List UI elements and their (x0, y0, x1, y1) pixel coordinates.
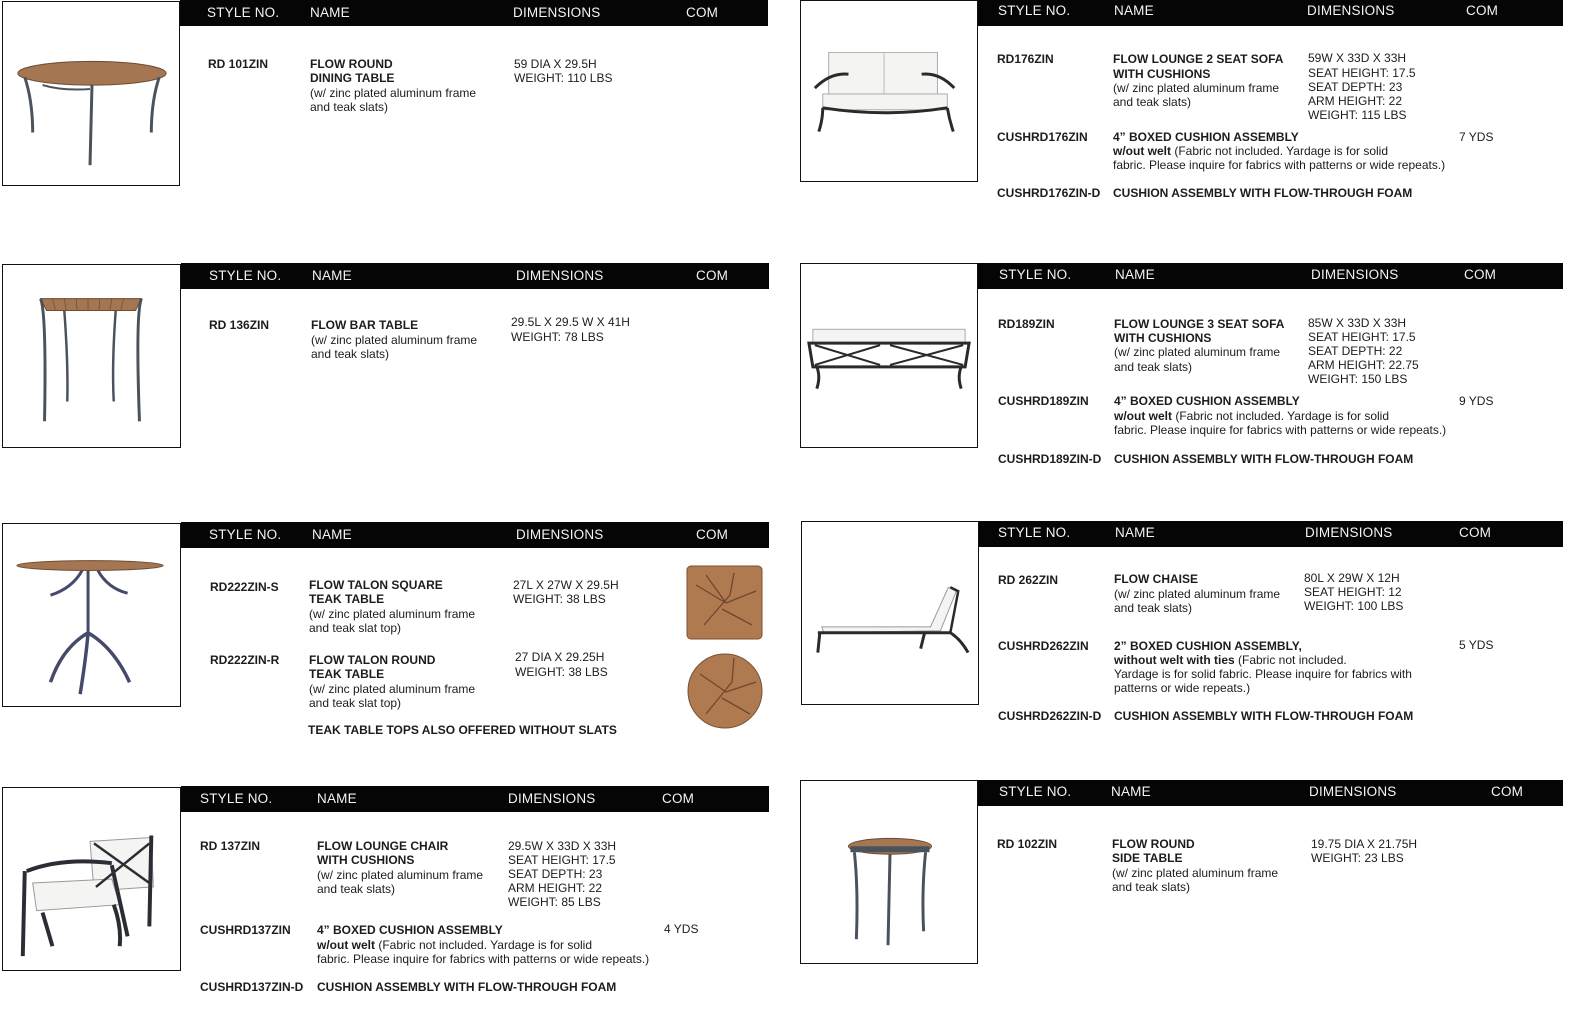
flow-through-name: CUSHION ASSEMBLY WITH FLOW-THROUGH FOAM (1114, 709, 1414, 723)
flow-style-number: CUSHRD137ZIN-D (200, 980, 304, 994)
col-style: STYLE NO. (200, 791, 273, 806)
table-header (181, 522, 769, 548)
col-style: STYLE NO. (998, 3, 1071, 18)
table-top-note: TEAK TABLE TOPS ALSO OFFERED WITHOUT SLATS (308, 723, 617, 737)
product-description: (w/ zinc plated aluminum frame (317, 868, 484, 882)
product-description: (w/ zinc plated aluminum frame (1113, 81, 1280, 95)
seat-height: SEAT HEIGHT: 17.5 (1308, 330, 1416, 344)
cushion-description: patterns or wide repeats.) (1114, 681, 1251, 695)
col-style: STYLE NO. (999, 784, 1072, 799)
col-com: COM (686, 5, 719, 20)
round-dining-table-image (2, 1, 180, 186)
col-com: COM (1459, 525, 1492, 540)
com-yardage: 5 YDS (1459, 638, 1494, 652)
product-name: WITH CUSHIONS (317, 853, 415, 867)
weight: WEIGHT: 23 LBS (1311, 851, 1404, 865)
product-description: and teak slats) (310, 100, 389, 114)
seat-height: SEAT HEIGHT: 12 (1304, 585, 1402, 599)
weight: WEIGHT: 38 LBS (513, 592, 606, 606)
cushion-note: (Fabric not included. Yardage is for solid (375, 938, 593, 952)
product-name: SIDE TABLE (1112, 851, 1183, 865)
product-description: (w/ zinc plated aluminum frame (1112, 866, 1279, 880)
chaise-image (801, 521, 979, 705)
flow-through-name: CUSHION ASSEMBLY WITH FLOW-THROUGH FOAM (1113, 186, 1413, 200)
table-header (181, 786, 769, 812)
com-yardage: 7 YDS (1459, 130, 1494, 144)
weight: WEIGHT: 38 LBS (515, 665, 608, 679)
product-description: and teak slats) (311, 347, 390, 361)
col-dimensions: DIMENSIONS (1305, 525, 1393, 540)
cushion-description: Yardage is for solid fabric. Please inquire for fabrics with (1114, 667, 1412, 681)
product-description: and teak slats) (1114, 360, 1193, 374)
col-name: NAME (1115, 267, 1155, 282)
table-header (978, 263, 1563, 289)
cushion-welt: w/out welt (317, 938, 375, 952)
cushion-description: fabric. Please inquire for fabrics with patterns or wide repeats.) (1114, 423, 1447, 437)
product-description: and teak slats) (317, 882, 396, 896)
talon-table-image (2, 523, 181, 707)
table-header (181, 263, 769, 289)
cushion-description (1114, 653, 1347, 667)
square-teak-top-swatch (686, 565, 763, 640)
weight: WEIGHT: 115 LBS (1308, 108, 1407, 122)
product-name: FLOW ROUND (310, 57, 393, 71)
arm-height: ARM HEIGHT: 22 (1308, 94, 1403, 108)
seat-height: SEAT HEIGHT: 17.5 (1308, 66, 1416, 80)
table-header (180, 0, 768, 26)
cushion-description (1113, 144, 1388, 158)
cushion-name: 4” BOXED CUSHION ASSEMBLY (317, 923, 503, 937)
col-style: STYLE NO. (209, 527, 282, 542)
product-description: (w/ zinc plated aluminum frame (1114, 345, 1281, 359)
product-description: and teak slats) (1112, 880, 1191, 894)
product-name: FLOW ROUND (1112, 837, 1195, 851)
cushion-note: (Fabric not included. Yardage is for solid (1171, 144, 1389, 158)
style-number: RD222ZIN-S (210, 580, 279, 594)
col-name: NAME (312, 268, 352, 283)
product-name: WITH CUSHIONS (1113, 67, 1211, 81)
table-header (978, 0, 1563, 26)
flow-through-name: CUSHION ASSEMBLY WITH FLOW-THROUGH FOAM (1114, 452, 1414, 466)
dimension: 19.75 DIA X 21.75H (1311, 837, 1418, 851)
col-style: STYLE NO. (209, 268, 282, 283)
cushion-description: fabric. Please inquire for fabrics with patterns or wide repeats.) (1113, 158, 1446, 172)
seat-depth: SEAT DEPTH: 22 (1308, 344, 1403, 358)
flow-style-number: CUSHRD262ZIN-D (998, 709, 1102, 723)
style-number: RD 137ZIN (200, 839, 261, 853)
flow-through-name: CUSHION ASSEMBLY WITH FLOW-THROUGH FOAM (317, 980, 617, 994)
col-dimensions: DIMENSIONS (1311, 267, 1399, 282)
seat-depth: SEAT DEPTH: 23 (1308, 80, 1403, 94)
style-number: RD 136ZIN (209, 318, 270, 332)
col-name: NAME (317, 791, 357, 806)
cushion-name: 4” BOXED CUSHION ASSEMBLY (1114, 394, 1300, 408)
two-seat-sofa-image (800, 0, 978, 182)
product-name: WITH CUSHIONS (1114, 331, 1212, 345)
col-name: NAME (1115, 525, 1155, 540)
flow-style-number: CUSHRD189ZIN-D (998, 452, 1102, 466)
product-description: (w/ zinc plated aluminum frame (309, 607, 476, 621)
cushion-style-number: CUSHRD189ZIN (998, 394, 1089, 408)
dimension: 85W X 33D X 33H (1308, 316, 1407, 330)
product-description: and teak slats) (1113, 95, 1192, 109)
col-dimensions: DIMENSIONS (513, 5, 601, 20)
flow-style-number: CUSHRD176ZIN-D (997, 186, 1101, 200)
arm-height: ARM HEIGHT: 22 (508, 881, 603, 895)
cushion-note: (Fabric not included. (1234, 653, 1347, 667)
style-number: RD 101ZIN (208, 57, 269, 71)
bar-table-image (2, 264, 181, 448)
dimension: 59W X 33D X 33H (1308, 51, 1407, 65)
dimension: 27L X 27W X 29.5H (513, 578, 619, 592)
col-com: COM (1466, 3, 1499, 18)
style-number: RD 102ZIN (997, 837, 1058, 851)
col-dimensions: DIMENSIONS (1309, 784, 1397, 799)
col-name: NAME (312, 527, 352, 542)
cushion-description: fabric. Please inquire for fabrics with patterns or wide repeats.) (317, 952, 650, 966)
col-dimensions: DIMENSIONS (516, 527, 604, 542)
product-description: and teak slats) (1114, 601, 1193, 615)
cushion-note: (Fabric not included. Yardage is for solid (1172, 409, 1390, 423)
cushion-welt: w/out welt (1113, 144, 1171, 158)
product-name: FLOW LOUNGE CHAIR (317, 839, 449, 853)
cushion-welt: w/out welt (1114, 409, 1172, 423)
dimension: 59 DIA X 29.5H (514, 57, 597, 71)
dimension: 29.5W X 33D X 33H (508, 839, 617, 853)
product-name: FLOW TALON ROUND (309, 653, 436, 667)
dimension: 27 DIA X 29.25H (515, 650, 605, 664)
product-name: FLOW LOUNGE 3 SEAT SOFA (1114, 317, 1285, 331)
col-com: COM (1491, 784, 1524, 799)
style-number: RD189ZIN (998, 317, 1055, 331)
col-style: STYLE NO. (999, 267, 1072, 282)
com-yardage: 4 YDS (664, 922, 699, 936)
round-side-table-image (800, 780, 978, 964)
product-name: FLOW LOUNGE 2 SEAT SOFA (1113, 52, 1284, 66)
col-name: NAME (310, 5, 350, 20)
col-name: NAME (1111, 784, 1151, 799)
product-description: and teak slat top) (309, 621, 402, 635)
round-teak-top-swatch (686, 652, 764, 730)
col-name: NAME (1114, 3, 1154, 18)
weight: WEIGHT: 100 LBS (1304, 599, 1404, 613)
col-com: COM (696, 527, 729, 542)
col-style: STYLE NO. (207, 5, 280, 20)
product-name: FLOW BAR TABLE (311, 318, 419, 332)
product-name: DINING TABLE (310, 71, 395, 85)
product-description: (w/ zinc plated aluminum frame (310, 86, 477, 100)
lounge-chair-image (2, 787, 181, 971)
dimension: 29.5L X 29.5 W X 41H (511, 315, 630, 329)
weight: WEIGHT: 110 LBS (514, 71, 613, 85)
seat-depth: SEAT DEPTH: 23 (508, 867, 603, 881)
cushion-description (1114, 409, 1389, 423)
style-number: RD176ZIN (997, 52, 1054, 66)
col-style: STYLE NO. (998, 525, 1071, 540)
product-name: FLOW CHAISE (1114, 572, 1198, 586)
table-header (978, 780, 1563, 806)
cushion-style-number: CUSHRD262ZIN (998, 639, 1089, 653)
weight: WEIGHT: 150 LBS (1308, 372, 1408, 386)
cushion-name: 2” BOXED CUSHION ASSEMBLY, (1114, 639, 1302, 653)
col-com: COM (1464, 267, 1497, 282)
col-com: COM (662, 791, 695, 806)
style-number: RD 262ZIN (998, 573, 1059, 587)
weight: WEIGHT: 85 LBS (508, 895, 601, 909)
product-description: (w/ zinc plated aluminum frame (1114, 587, 1281, 601)
weight: WEIGHT: 78 LBS (511, 330, 604, 344)
col-dimensions: DIMENSIONS (1307, 3, 1395, 18)
dimension: 80L X 29W X 12H (1304, 571, 1400, 585)
style-number: RD222ZIN-R (210, 653, 280, 667)
table-header (979, 521, 1563, 547)
cushion-style-number: CUSHRD137ZIN (200, 923, 291, 937)
cushion-description (317, 938, 592, 952)
col-com: COM (696, 268, 729, 283)
product-name: FLOW TALON SQUARE (309, 578, 443, 592)
col-dimensions: DIMENSIONS (508, 791, 596, 806)
product-description: and teak slat top) (309, 696, 402, 710)
com-yardage: 9 YDS (1459, 394, 1494, 408)
cushion-welt: without welt with ties (1114, 653, 1235, 667)
col-dimensions: DIMENSIONS (516, 268, 604, 283)
cushion-name: 4” BOXED CUSHION ASSEMBLY (1113, 130, 1299, 144)
arm-height: ARM HEIGHT: 22.75 (1308, 358, 1419, 372)
product-description: (w/ zinc plated aluminum frame (311, 333, 478, 347)
product-name: TEAK TABLE (309, 592, 385, 606)
cushion-style-number: CUSHRD176ZIN (997, 130, 1088, 144)
seat-height: SEAT HEIGHT: 17.5 (508, 853, 616, 867)
three-seat-sofa-image (800, 263, 978, 448)
product-description: (w/ zinc plated aluminum frame (309, 682, 476, 696)
product-name: TEAK TABLE (309, 667, 385, 681)
